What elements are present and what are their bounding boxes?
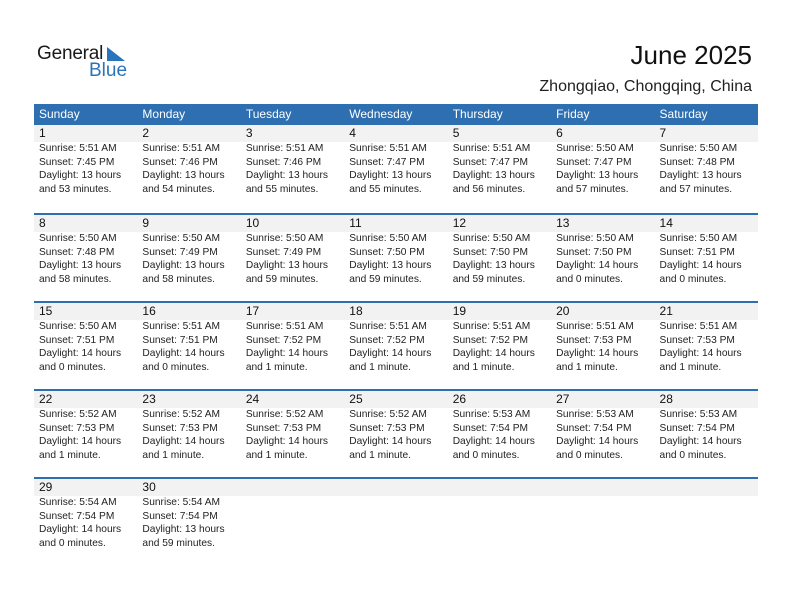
- sunset-time: Sunset: 7:47 PM: [349, 156, 425, 168]
- sunset-time: Sunset: 7:53 PM: [142, 422, 218, 434]
- day-cell: [34, 391, 137, 462]
- sunset-time: Sunset: 7:50 PM: [556, 246, 632, 258]
- daylight-minutes: and 0 minutes.: [556, 273, 623, 285]
- daylight-hours: Daylight: 14 hours: [452, 436, 535, 447]
- sunset-time: Sunset: 7:53 PM: [245, 422, 322, 434]
- empty-day-cell: [241, 479, 344, 550]
- day-number: 11: [349, 216, 362, 230]
- day-number: 14: [659, 216, 673, 230]
- sunset-time: Sunset: 7:54 PM: [142, 510, 218, 522]
- daylight-minutes: and 1 minute.: [452, 361, 515, 373]
- daylight-minutes: and 1 minute.: [142, 449, 205, 461]
- sunrise-time: Sunrise: 5:50 AM: [452, 233, 531, 244]
- sunrise-time: Sunrise: 5:53 AM: [556, 409, 634, 420]
- day-number: 17: [245, 304, 260, 318]
- daylight-minutes: and 59 minutes.: [142, 537, 215, 549]
- day-number: 24: [245, 392, 260, 406]
- day-number: 20: [556, 304, 570, 318]
- weekday-header-monday: Monday: [142, 107, 186, 121]
- day-number: 6: [556, 126, 563, 140]
- week-row: [34, 477, 758, 565]
- daylight-minutes: and 1 minute.: [245, 361, 308, 373]
- sunrise-time: Sunrise: 5:50 AM: [349, 233, 427, 244]
- week-row: [34, 213, 758, 301]
- day-cell: [34, 215, 137, 286]
- daylight-hours: Daylight: 13 hours: [659, 170, 742, 181]
- day-number: 29: [39, 480, 53, 494]
- day-number: 2: [142, 126, 150, 140]
- sunrise-time: Sunrise: 5:52 AM: [245, 409, 324, 420]
- day-number: 7: [659, 126, 667, 140]
- daylight-hours: Daylight: 14 hours: [245, 436, 328, 447]
- daylight-hours: Daylight: 14 hours: [556, 260, 639, 271]
- sunrise-time: Sunrise: 5:50 AM: [556, 233, 634, 244]
- sunset-time: Sunset: 7:50 PM: [349, 246, 425, 258]
- daylight-minutes: and 58 minutes.: [39, 273, 112, 285]
- daylight-minutes: and 56 minutes.: [452, 183, 526, 195]
- day-number: 25: [349, 392, 363, 406]
- day-cell: [344, 303, 447, 374]
- sunrise-time: Sunrise: 5:51 AM: [142, 321, 221, 332]
- daylight-minutes: and 1 minute.: [245, 449, 308, 461]
- sunset-time: Sunset: 7:48 PM: [39, 246, 115, 258]
- sunrise-time: Sunrise: 5:50 AM: [39, 321, 117, 332]
- sunset-time: Sunset: 7:47 PM: [556, 156, 632, 168]
- empty-day-cell: [655, 479, 758, 550]
- sunset-time: Sunset: 7:48 PM: [659, 156, 735, 168]
- day-cell: [241, 303, 344, 374]
- day-number: 26: [452, 392, 467, 406]
- sunrise-time: Sunrise: 5:54 AM: [142, 497, 221, 508]
- daylight-minutes: and 0 minutes.: [659, 273, 727, 285]
- sunset-time: Sunset: 7:52 PM: [452, 334, 529, 346]
- day-cell: [448, 303, 551, 374]
- daylight-minutes: and 1 minute.: [349, 449, 411, 461]
- day-cell: [448, 391, 551, 462]
- daylight-hours: Daylight: 13 hours: [452, 170, 535, 181]
- weekday-header-sunday: Sunday: [39, 107, 80, 121]
- daylight-hours: Daylight: 13 hours: [142, 260, 225, 271]
- daylight-hours: Daylight: 14 hours: [39, 524, 122, 535]
- weekday-header-wednesday: Wednesday: [349, 107, 413, 121]
- location-subtitle: Zhongqiao, Chongqing, China: [539, 78, 752, 95]
- sunrise-time: Sunrise: 5:50 AM: [39, 233, 117, 244]
- daylight-hours: Daylight: 14 hours: [659, 348, 742, 359]
- day-number: 5: [452, 126, 460, 140]
- empty-day-cell: [551, 479, 654, 550]
- day-cell: [34, 125, 137, 196]
- empty-day-cell: [344, 479, 447, 550]
- sunset-time: Sunset: 7:45 PM: [39, 156, 115, 168]
- sunset-time: Sunset: 7:51 PM: [39, 334, 115, 346]
- daylight-hours: Daylight: 14 hours: [349, 348, 432, 359]
- sunrise-time: Sunrise: 5:50 AM: [142, 233, 221, 244]
- day-cell: [655, 303, 758, 374]
- daylight-minutes: and 59 minutes.: [452, 273, 526, 285]
- day-number: 13: [556, 216, 570, 230]
- daylight-minutes: and 53 minutes.: [39, 183, 112, 195]
- day-cell: [137, 215, 240, 286]
- daylight-hours: Daylight: 14 hours: [349, 436, 432, 447]
- sunrise-time: Sunrise: 5:51 AM: [452, 321, 531, 332]
- day-cell: [344, 215, 447, 286]
- daylight-hours: Daylight: 14 hours: [142, 348, 225, 359]
- daylight-minutes: and 1 minute.: [556, 361, 618, 373]
- day-number: 9: [142, 216, 150, 230]
- day-cell: [34, 303, 137, 374]
- sunrise-time: Sunrise: 5:54 AM: [39, 497, 117, 508]
- weekday-header-tuesday: Tuesday: [245, 107, 292, 121]
- day-cell: [344, 125, 447, 196]
- daylight-hours: Daylight: 13 hours: [245, 170, 328, 181]
- sunrise-time: Sunrise: 5:51 AM: [245, 143, 324, 154]
- day-number: 21: [659, 304, 673, 318]
- day-number: 16: [142, 304, 156, 318]
- sunset-time: Sunset: 7:53 PM: [39, 422, 115, 434]
- day-cell: [34, 479, 137, 550]
- daylight-hours: Daylight: 13 hours: [245, 260, 328, 271]
- sunset-time: Sunset: 7:46 PM: [245, 156, 322, 168]
- sunset-time: Sunset: 7:53 PM: [556, 334, 632, 346]
- day-cell: [137, 391, 240, 462]
- week-row: [34, 301, 758, 389]
- daylight-minutes: and 54 minutes.: [142, 183, 215, 195]
- day-cell: [241, 391, 344, 462]
- daylight-minutes: and 0 minutes.: [556, 449, 623, 461]
- daylight-minutes: and 1 minute.: [39, 449, 101, 461]
- sunset-time: Sunset: 7:51 PM: [659, 246, 735, 258]
- sunrise-time: Sunrise: 5:51 AM: [556, 321, 634, 332]
- sunset-time: Sunset: 7:53 PM: [659, 334, 735, 346]
- sunrise-time: Sunrise: 5:51 AM: [349, 321, 427, 332]
- page-title: June 2025: [630, 40, 752, 70]
- sunset-time: Sunset: 7:51 PM: [142, 334, 218, 346]
- day-cell: [137, 303, 240, 374]
- daylight-hours: Daylight: 13 hours: [556, 170, 639, 181]
- daylight-hours: Daylight: 14 hours: [556, 436, 639, 447]
- daylight-hours: Daylight: 14 hours: [659, 436, 742, 447]
- day-number: 28: [659, 392, 673, 406]
- day-number: 19: [452, 304, 467, 318]
- sunset-time: Sunset: 7:52 PM: [245, 334, 322, 346]
- sunrise-time: Sunrise: 5:51 AM: [142, 143, 221, 154]
- week-row: [34, 389, 758, 477]
- day-cell: [241, 125, 344, 196]
- sunrise-time: Sunrise: 5:50 AM: [659, 143, 738, 154]
- sunrise-time: Sunrise: 5:51 AM: [349, 143, 427, 154]
- day-number: 15: [39, 304, 53, 318]
- daylight-minutes: and 55 minutes.: [245, 183, 319, 195]
- daylight-hours: Daylight: 14 hours: [556, 348, 639, 359]
- sunrise-time: Sunrise: 5:51 AM: [245, 321, 324, 332]
- sunrise-time: Sunrise: 5:52 AM: [349, 409, 427, 420]
- daylight-minutes: and 58 minutes.: [142, 273, 215, 285]
- sunset-time: Sunset: 7:54 PM: [659, 422, 735, 434]
- sunrise-time: Sunrise: 5:50 AM: [659, 233, 738, 244]
- week-row: [34, 125, 758, 213]
- sunrise-time: Sunrise: 5:51 AM: [39, 143, 117, 154]
- day-cell: [241, 215, 344, 286]
- day-cell: [551, 125, 654, 196]
- day-number: 1: [39, 126, 46, 140]
- daylight-hours: Daylight: 13 hours: [349, 170, 432, 181]
- weekday-header-saturday: Saturday: [659, 107, 708, 121]
- weekday-header-thursday: Thursday: [452, 107, 503, 121]
- logo: [37, 43, 137, 83]
- daylight-minutes: and 1 minute.: [349, 361, 411, 373]
- day-number: 22: [39, 392, 53, 406]
- daylight-hours: Daylight: 13 hours: [142, 170, 225, 181]
- daylight-minutes: and 57 minutes.: [659, 183, 733, 195]
- day-cell: [655, 391, 758, 462]
- sunset-time: Sunset: 7:54 PM: [452, 422, 529, 434]
- daylight-hours: Daylight: 14 hours: [39, 436, 122, 447]
- daylight-hours: Daylight: 14 hours: [452, 348, 535, 359]
- day-number: 27: [556, 392, 570, 406]
- weekday-header-friday: Friday: [556, 107, 590, 121]
- logo-text-blue: Blue: [89, 60, 128, 81]
- day-number: 30: [142, 480, 156, 494]
- daylight-hours: Daylight: 13 hours: [142, 524, 225, 535]
- daylight-minutes: and 0 minutes.: [659, 449, 727, 461]
- sunset-time: Sunset: 7:49 PM: [245, 246, 322, 258]
- daylight-minutes: and 0 minutes.: [39, 537, 106, 549]
- sunrise-time: Sunrise: 5:52 AM: [39, 409, 117, 420]
- day-cell: [137, 125, 240, 196]
- weekday-header-row: [34, 104, 758, 125]
- triangle-flag-icon: [107, 47, 125, 61]
- sunrise-time: Sunrise: 5:50 AM: [556, 143, 634, 154]
- day-number: 23: [142, 392, 156, 406]
- sunset-time: Sunset: 7:50 PM: [452, 246, 529, 258]
- day-cell: [655, 125, 758, 196]
- day-cell: [655, 215, 758, 286]
- daylight-hours: Daylight: 14 hours: [245, 348, 328, 359]
- day-cell: [448, 125, 551, 196]
- day-cell: [551, 391, 654, 462]
- daylight-minutes: and 0 minutes.: [39, 361, 106, 373]
- day-number: 4: [349, 126, 356, 140]
- sunset-time: Sunset: 7:53 PM: [349, 422, 425, 434]
- daylight-minutes: and 0 minutes.: [452, 449, 520, 461]
- sunrise-time: Sunrise: 5:52 AM: [142, 409, 221, 420]
- daylight-hours: Daylight: 13 hours: [349, 260, 432, 271]
- sunset-time: Sunset: 7:46 PM: [142, 156, 218, 168]
- daylight-hours: Daylight: 13 hours: [39, 260, 122, 271]
- sunrise-time: Sunrise: 5:51 AM: [659, 321, 738, 332]
- day-number: 8: [39, 216, 46, 230]
- sunset-time: Sunset: 7:54 PM: [39, 510, 115, 522]
- sunrise-time: Sunrise: 5:53 AM: [452, 409, 531, 420]
- calendar-grid: [34, 104, 758, 565]
- daylight-hours: Daylight: 14 hours: [659, 260, 742, 271]
- daylight-minutes: and 59 minutes.: [245, 273, 319, 285]
- sunset-time: Sunset: 7:47 PM: [452, 156, 529, 168]
- daylight-minutes: and 57 minutes.: [556, 183, 629, 195]
- day-number: 10: [245, 216, 260, 230]
- sunset-time: Sunset: 7:54 PM: [556, 422, 632, 434]
- day-cell: [551, 303, 654, 374]
- day-cell: [551, 215, 654, 286]
- daylight-minutes: and 1 minute.: [659, 361, 722, 373]
- daylight-hours: Daylight: 14 hours: [39, 348, 122, 359]
- daylight-hours: Daylight: 14 hours: [142, 436, 225, 447]
- sunrise-time: Sunrise: 5:50 AM: [245, 233, 324, 244]
- day-cell: [448, 215, 551, 286]
- daylight-minutes: and 59 minutes.: [349, 273, 422, 285]
- sunrise-time: Sunrise: 5:51 AM: [452, 143, 531, 154]
- daylight-minutes: and 55 minutes.: [349, 183, 422, 195]
- day-number: 12: [452, 216, 467, 230]
- daylight-minutes: and 0 minutes.: [142, 361, 210, 373]
- empty-day-cell: [448, 479, 551, 550]
- sunset-time: Sunset: 7:52 PM: [349, 334, 425, 346]
- day-cell: [137, 479, 240, 550]
- sunset-time: Sunset: 7:49 PM: [142, 246, 218, 258]
- logo-text-general: General: [37, 43, 104, 64]
- day-cell: [344, 391, 447, 462]
- day-number: 3: [245, 126, 253, 140]
- daylight-hours: Daylight: 13 hours: [39, 170, 122, 181]
- daylight-hours: Daylight: 13 hours: [452, 260, 535, 271]
- day-number: 18: [349, 304, 363, 318]
- sunrise-time: Sunrise: 5:53 AM: [659, 409, 738, 420]
